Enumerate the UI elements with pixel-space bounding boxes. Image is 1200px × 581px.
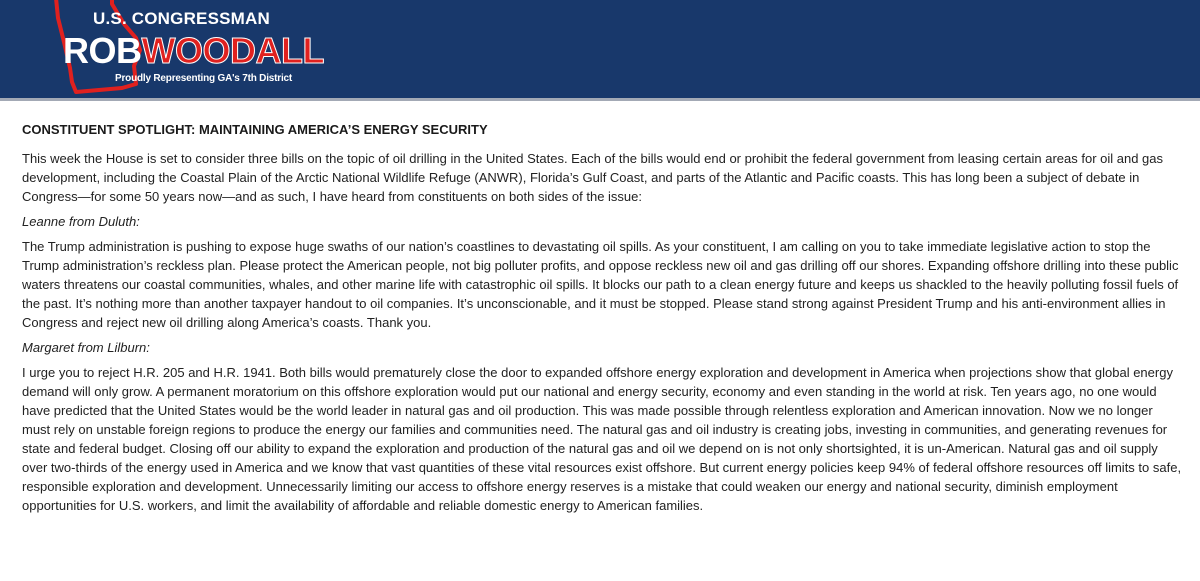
site-header xyxy=(0,0,1200,101)
article-content xyxy=(22,121,1184,521)
letter-body: The Trump administration is pushing to expose huge swaths of our nation’s coastlines to devastating oil spills. As your constituent, I am calling on you to take immediate legislative action to stop the Trump administration’s reckless plan. Please protect the American people, not big polluter profits, and oppose reckless new oil and gas drilling off our shores. Expanding offshore drilling into these public waters threatens our coastal communities, whales, and other marine life with catastrophic oil spills. It blocks our path to a clean energy future and keeps us shackled to the heavily polluting fossil fuels of the past. It’s nothing more than another taxpayer handout to oil companies. It’s unconscionable, and it must be stopped. Please stand strong against President Trump and his anti-environment allies in Congress and reject new oil drilling along America’s coasts. Thank you. xyxy=(22,239,1179,330)
letter-body: I urge you to reject H.R. 205 and H.R. 1941. Both bills would prematurely close the door to expanded offshore energy exploration and development in America when projections show that global energy demand will only grow. A permanent moratorium on this offshore exploration would put our national and energy security, economy and even standing in the world at risk. Ten years ago, no one would have predicted that the United States would be the world leader in natural gas and oil production. This was made possible through relentless exploration and American innovation. Now we no longer must rely on unstable foreign regions to produce the energy our families and communities need. The natural gas and oil industry is creating jobs, investing in communities, and generating revenues for state and federal budget. Closing off our ability to expand the exploration and production of the natural gas and oil we depend on is not only shortsighted, it is un-American. Natural gas and oil supply over two-thirds of the energy used in America and we know that vast quantities of these vital resources exist offshore. But current energy policies keep 94% of federal offshore resources off limits to safe, responsible exploration and development. Unnecessarily limiting our access to offshore energy reserves is a mistake that could weaken our energy and national security, diminish employment opportunities for U.S. workers, and limit the availability of affordable and reliable domestic energy to American families. xyxy=(22,365,1182,513)
congressman-logo[interactable] xyxy=(18,0,324,101)
letter-author: Leanne from Duluth: xyxy=(22,214,140,229)
logo-title-line: U.S. CONGRESSMAN xyxy=(93,9,270,28)
article-intro: This week the House is set to consider three bills on the topic of oil drilling in the United States. Each of the bills would end or prohibit the federal government from leasing certain areas for oil and gas development, including the Coastal Plain of the Arctic National Wildlife Refuge (ANWR), Florida’s Gulf Coast, and parts of the Atlantic and Pacific coasts. This has long been a subject of debate in Congress—for some 50 years now—and as such, I have heard from constituents on both sides of the issue: xyxy=(22,151,1164,204)
logo-name-last: WOODALL xyxy=(141,30,324,71)
letter-author: Margaret from Lilburn: xyxy=(22,340,150,355)
logo-name-first: ROB xyxy=(63,30,142,71)
logo-name xyxy=(63,31,324,71)
article-heading: CONSTITUENT SPOTLIGHT: MAINTAINING AMERICA’S ENERGY SECURITY xyxy=(22,122,488,137)
logo-tagline: Proudly Representing GA's 7th District xyxy=(115,73,293,84)
